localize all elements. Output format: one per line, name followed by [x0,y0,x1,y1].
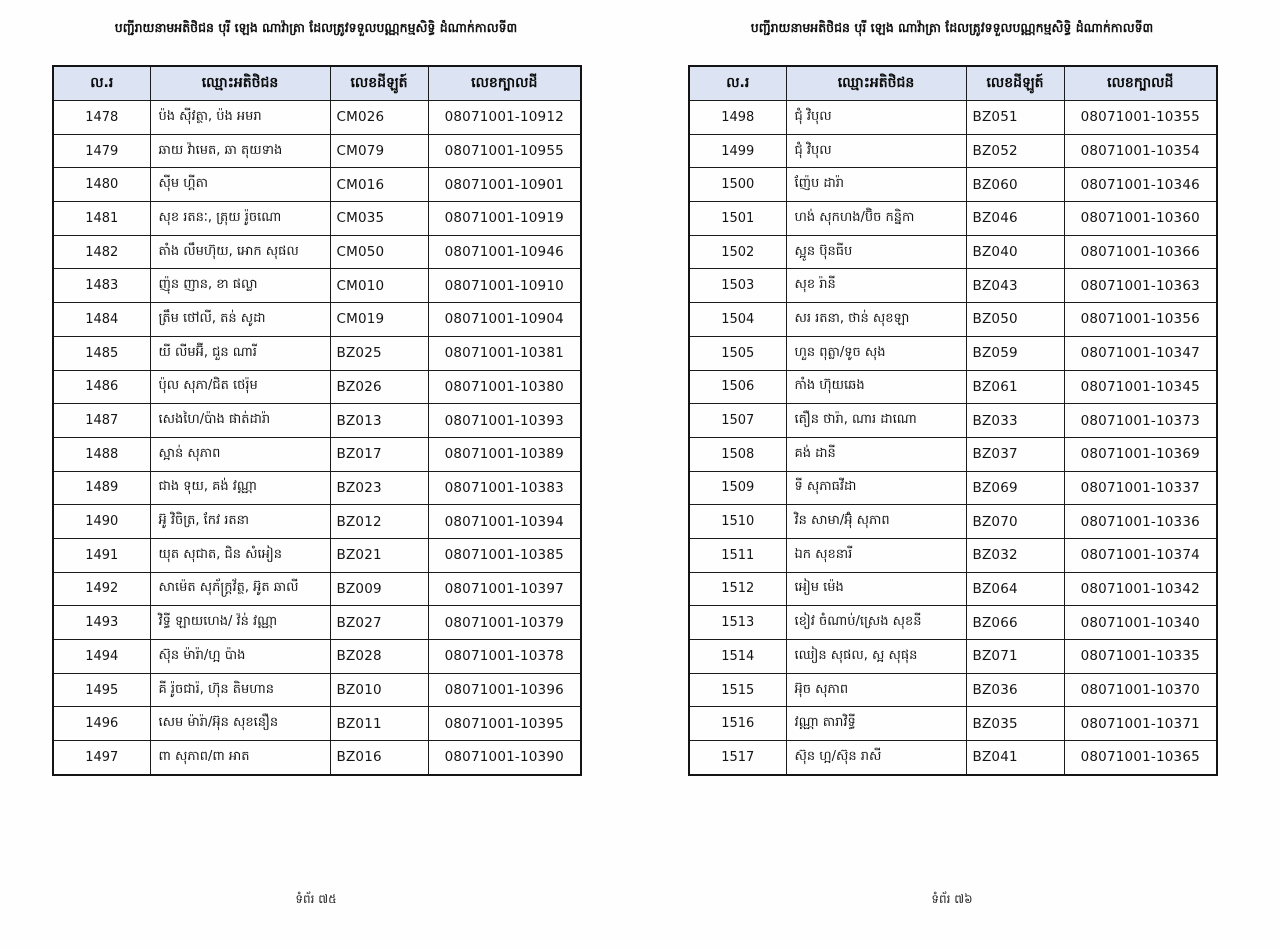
table-row [689,235,1217,269]
table-row [53,370,581,404]
table-row [53,673,581,707]
customer-name: ស៊ុន ហ្អ/ស៊ុន រាសី [786,741,966,775]
table-row [53,269,581,303]
row-number: 1501 [689,202,786,236]
customer-name: ទី សុភាធវីដា [786,471,966,505]
lot-number: BZ040 [966,235,1064,269]
lot-number: BZ025 [330,336,428,370]
parcel-number: 08071001-10390 [428,741,581,775]
row-number: 1509 [689,471,786,505]
customer-name: ញ៉ែប ដារ៉ា [786,168,966,202]
lot-number: BZ036 [966,673,1064,707]
row-number: 1512 [689,572,786,606]
row-number: 1484 [53,303,150,337]
column-header-customer-name: ឈ្មោះអតិថិជន [786,66,966,101]
table-row [53,572,581,606]
table-row [53,707,581,741]
parcel-number: 08071001-10365 [1064,741,1217,775]
customer-name: ជាង ទុយ, គង់ វណ្ណា [150,471,330,505]
lot-number: CM079 [330,134,428,168]
lot-number: CM016 [330,168,428,202]
parcel-number: 08071001-10379 [428,606,581,640]
table-row [53,404,581,438]
row-number: 1488 [53,437,150,471]
lot-number: BZ066 [966,606,1064,640]
customer-name: អ៊ុច សុភាព [786,673,966,707]
parcel-number: 08071001-10346 [1064,168,1217,202]
parcel-number: 08071001-10381 [428,336,581,370]
customer-name: តាំង លឹមហ៊ុយ, អោក សុផល [150,235,330,269]
lot-number: BZ033 [966,404,1064,438]
parcel-number: 08071001-10383 [428,471,581,505]
customer-name: គង់ ដានី [786,437,966,471]
parcel-number: 08071001-10347 [1064,336,1217,370]
row-number: 1510 [689,505,786,539]
column-header-parcel-number: លេខក្បាលដី [1064,66,1217,101]
customer-name: ឯក សុខនារី [786,538,966,572]
parcel-number: 08071001-10363 [1064,269,1217,303]
lot-number: CM050 [330,235,428,269]
row-number: 1483 [53,269,150,303]
table-row [689,673,1217,707]
row-number: 1500 [689,168,786,202]
table-row [53,134,581,168]
table-row [689,404,1217,438]
parcel-number: 08071001-10342 [1064,572,1217,606]
parcel-number: 08071001-10397 [428,572,581,606]
column-header-lot-number: លេខដីឡូត៍ [330,66,428,101]
table-row [689,370,1217,404]
table-row [689,471,1217,505]
row-number: 1511 [689,538,786,572]
table-row [689,538,1217,572]
parcel-number: 08071001-10369 [1064,437,1217,471]
parcel-number: 08071001-10356 [1064,303,1217,337]
lot-number: BZ011 [330,707,428,741]
parcel-number: 08071001-10904 [428,303,581,337]
row-number: 1508 [689,437,786,471]
row-number: 1517 [689,741,786,775]
page-right [688,0,1216,949]
row-number: 1491 [53,538,150,572]
parcel-number: 08071001-10393 [428,404,581,438]
parcel-number: 08071001-10901 [428,168,581,202]
customer-name: វិន សាមា/អ៊ុំ សុភាព [786,505,966,539]
lot-number: BZ043 [966,269,1064,303]
row-number: 1485 [53,336,150,370]
column-header-number: ល.រ [53,66,150,101]
table-row [689,606,1217,640]
lot-number: CM019 [330,303,428,337]
column-header-number: ល.រ [689,66,786,101]
customer-name: វិទ្ធី ឡាយហេង/ វ៉ន់ វណ្ណា [150,606,330,640]
customer-name: ពា សុភាព/ពា អាត [150,741,330,775]
lot-number: BZ016 [330,741,428,775]
customer-name: ជុំ វិបុល [786,134,966,168]
row-number: 1516 [689,707,786,741]
parcel-number: 08071001-10395 [428,707,581,741]
lot-number: CM010 [330,269,428,303]
customer-name: អៀម ម៉េង [786,572,966,606]
row-number: 1507 [689,404,786,438]
lot-number: CM035 [330,202,428,236]
row-number: 1503 [689,269,786,303]
table-row [689,707,1217,741]
lot-number: BZ035 [966,707,1064,741]
row-number: 1499 [689,134,786,168]
lot-number: BZ041 [966,741,1064,775]
parcel-number: 08071001-10389 [428,437,581,471]
customer-name: ស្អាន់ សុភាព [150,437,330,471]
parcel-number: 08071001-10394 [428,505,581,539]
parcel-number: 08071001-10340 [1064,606,1217,640]
lot-number: BZ059 [966,336,1064,370]
parcel-number: 08071001-10380 [428,370,581,404]
table-row [53,202,581,236]
lot-number: BZ010 [330,673,428,707]
lot-number: BZ051 [966,101,1064,135]
customer-name: សេម ម៉ារ៉ា/អ៊ុន សុខនឿន [150,707,330,741]
lot-number: BZ013 [330,404,428,438]
lot-number: BZ026 [330,370,428,404]
customer-name: យុត សុជាត, ជិន សំអៀន [150,538,330,572]
row-number: 1481 [53,202,150,236]
column-header-customer-name: ឈ្មោះអតិថិជន [150,66,330,101]
lot-number: BZ060 [966,168,1064,202]
table-row [689,168,1217,202]
row-number: 1495 [53,673,150,707]
page-number: ទំព័រ ៧៦ [931,892,973,906]
page-title: បញ្ជីរាយនាមអតិថិជន បុរី ឡេង ណាវ៉ាត្រា ដែលត្រូវទទួលបណ្ណកម្មសិទ្ធិ ដំណាក់កាលទី៣ [114,20,518,35]
lot-number: BZ046 [966,202,1064,236]
parcel-number: 08071001-10955 [428,134,581,168]
customer-name: ត្រឹម ថៅលី, តន់ សូដា [150,303,330,337]
row-number: 1505 [689,336,786,370]
customer-name: ស៊ុន ម៉ារ៉ា/ហ្អ ប៉ាង [150,640,330,674]
row-number: 1486 [53,370,150,404]
customer-name: សេងហៃ/ប៉ាង ផាត់ដារ៉ា [150,404,330,438]
lot-number: BZ017 [330,437,428,471]
lot-number: BZ052 [966,134,1064,168]
table-header-row [689,66,1217,101]
table-row [689,303,1217,337]
lot-number: BZ027 [330,606,428,640]
customer-name: ខៀវ ចំណាប់/ស្រេង សុខនី [786,606,966,640]
table-row [53,437,581,471]
table-row [689,336,1217,370]
table-row [689,505,1217,539]
row-number: 1497 [53,741,150,775]
customer-name: សុខ រតនៈ, ត្រុយ រ៉ូចណោ [150,202,330,236]
table-row [689,572,1217,606]
row-number: 1506 [689,370,786,404]
customer-name: គី រ៉ូចជារ៉, ហ៊ុន តិមហាន [150,673,330,707]
lot-number: BZ028 [330,640,428,674]
column-header-parcel-number: លេខក្បាលដី [428,66,581,101]
customer-name: កាំង ហ៊ុយឆេង [786,370,966,404]
row-number: 1487 [53,404,150,438]
parcel-number: 08071001-10378 [428,640,581,674]
parcel-number: 08071001-10371 [1064,707,1217,741]
customer-table [688,65,1218,776]
parcel-number: 08071001-10946 [428,235,581,269]
customer-name: ស្អូន ប៊ុនធីប [786,235,966,269]
customer-name: សាម៉េត សុភ័ក្ត្រវ័ត្ថ, អ៊ូត ឆាលី [150,572,330,606]
page-title: បញ្ជីរាយនាមអតិថិជន បុរី ឡេង ណាវ៉ាត្រា ដែលត្រូវទទួលបណ្ណកម្មសិទ្ធិ ដំណាក់កាលទី៣ [750,20,1154,35]
row-number: 1493 [53,606,150,640]
customer-name: ហួន ពុត្លា/ទូច សុង [786,336,966,370]
table-row [53,471,581,505]
lot-number: BZ021 [330,538,428,572]
table-row [689,202,1217,236]
row-number: 1496 [53,707,150,741]
table-row [689,134,1217,168]
customer-name: ញ៉ុន ញាន, ខា ផល្លា [150,269,330,303]
customer-name: ស៊ីម ហ្គីតា [150,168,330,202]
lot-number: BZ050 [966,303,1064,337]
row-number: 1480 [53,168,150,202]
lot-number: BZ023 [330,471,428,505]
table-header-row [53,66,581,101]
row-number: 1492 [53,572,150,606]
lot-number: BZ070 [966,505,1064,539]
row-number: 1490 [53,505,150,539]
table-row [53,741,581,775]
parcel-number: 08071001-10366 [1064,235,1217,269]
customer-name: ប៉ង ស៊ីវត្ថា, ប៉ង អមរា [150,101,330,135]
row-number: 1489 [53,471,150,505]
customer-name: សុខ រ៉ានី [786,269,966,303]
lot-number: BZ061 [966,370,1064,404]
lot-number: BZ009 [330,572,428,606]
row-number: 1494 [53,640,150,674]
lot-number: CM026 [330,101,428,135]
customer-name: អ៊ូ វិចិត្រ, កែវ រតនា [150,505,330,539]
customer-name: ប៉ុល សុភា/ជិត ថេរ៉ុម [150,370,330,404]
customer-name: ហង់ សុកហង/ប៊ិច កន្និកា [786,202,966,236]
parcel-number: 08071001-10370 [1064,673,1217,707]
table-row [53,101,581,135]
lot-number: BZ071 [966,640,1064,674]
lot-number: BZ032 [966,538,1064,572]
table-row [53,303,581,337]
parcel-number: 08071001-10385 [428,538,581,572]
table-row [689,269,1217,303]
page-number: ទំព័រ ៧៥ [295,892,337,906]
row-number: 1515 [689,673,786,707]
table-row [689,437,1217,471]
customer-name: ឆាយ វ៉ាមេត, ឆា តុយទាង [150,134,330,168]
parcel-number: 08071001-10345 [1064,370,1217,404]
parcel-number: 08071001-10374 [1064,538,1217,572]
customer-name: យី លីមអ៊ី, ជួន ណារី [150,336,330,370]
parcel-number: 08071001-10335 [1064,640,1217,674]
lot-number: BZ037 [966,437,1064,471]
parcel-number: 08071001-10373 [1064,404,1217,438]
parcel-number: 08071001-10336 [1064,505,1217,539]
table-row [689,741,1217,775]
customer-name: សរ រតនា, ថាន់ សុខឡា [786,303,966,337]
row-number: 1502 [689,235,786,269]
parcel-number: 08071001-10910 [428,269,581,303]
table-row [53,336,581,370]
parcel-number: 08071001-10354 [1064,134,1217,168]
table-row [689,101,1217,135]
lot-number: BZ064 [966,572,1064,606]
row-number: 1513 [689,606,786,640]
customer-name: ឈៀន សុផល, ស្អ សុផុន [786,640,966,674]
row-number: 1498 [689,101,786,135]
table-row [53,538,581,572]
table-row [689,640,1217,674]
row-number: 1479 [53,134,150,168]
table-row [53,606,581,640]
column-header-lot-number: លេខដីឡូត៍ [966,66,1064,101]
table-row [53,640,581,674]
row-number: 1482 [53,235,150,269]
customer-name: វណ្ណា តារាវិទ្ធី [786,707,966,741]
lot-number: BZ069 [966,471,1064,505]
parcel-number: 08071001-10337 [1064,471,1217,505]
parcel-number: 08071001-10360 [1064,202,1217,236]
customer-name: តឿន ថារ៉ា, ណារ ដាណោ [786,404,966,438]
customer-name: ជុំ វិបុល [786,101,966,135]
page-left [52,0,580,949]
row-number: 1504 [689,303,786,337]
customer-table [52,65,582,776]
parcel-number: 08071001-10355 [1064,101,1217,135]
table-row [53,168,581,202]
row-number: 1478 [53,101,150,135]
row-number: 1514 [689,640,786,674]
lot-number: BZ012 [330,505,428,539]
table-row [53,505,581,539]
table-row [53,235,581,269]
parcel-number: 08071001-10396 [428,673,581,707]
parcel-number: 08071001-10912 [428,101,581,135]
parcel-number: 08071001-10919 [428,202,581,236]
